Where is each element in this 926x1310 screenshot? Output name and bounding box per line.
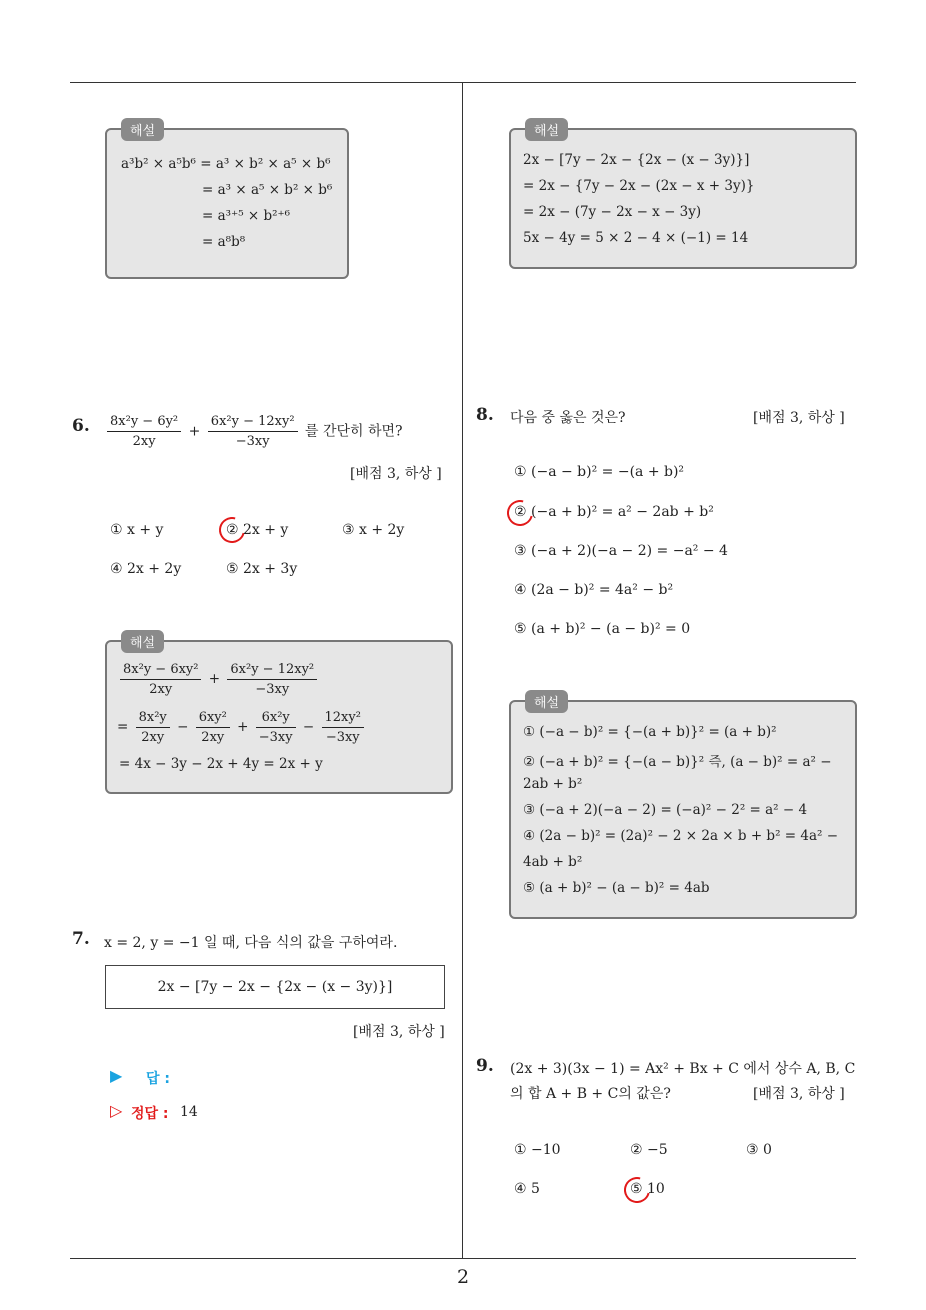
choice-1[interactable]: ① (−a − b)² = −(a + b)²	[514, 464, 685, 480]
solution-tag: 해설	[121, 630, 164, 653]
choice-3[interactable]: ③ (−a + 2)(−a − 2) = −a² − 4	[514, 543, 728, 559]
score-label: [배점 3, 하상 ]	[753, 1086, 845, 1102]
solution-line: = a⁸b⁸	[202, 234, 246, 250]
question-9-line2: 의 합 A + B + C의 값은?	[510, 1086, 671, 1102]
solution-box-6	[105, 636, 453, 794]
solution-box-8	[509, 696, 857, 919]
fraction: $\frac{\text{6x²y − 12xy²}}{-3xy}$	[208, 414, 298, 449]
choice-3[interactable]: ③ 0	[746, 1142, 772, 1158]
fraction: $\frac{\text{8x²y − 6y²}}{2xy}$	[107, 414, 181, 449]
question-7-text: x = 2, y = −1 일 때, 다음 식의 값을 구하여라.	[104, 935, 398, 951]
solution-line: ② (−a + b)² = {−(a − b)}² 즉, (a − b)² = a² −	[523, 754, 832, 770]
choice-5[interactable]: ⑤ 10	[630, 1181, 665, 1197]
choice-5[interactable]: ⑤ (a + b)² − (a − b)² = 0	[514, 621, 691, 637]
correct-arrow-icon: ▷	[110, 1101, 123, 1120]
score-label: [배점 3, 하상 ]	[350, 466, 442, 482]
solution-line: = 4x − 3y − 2x + 4y = 2x + y	[119, 756, 323, 772]
solution-line: 4ab + b²	[523, 854, 583, 870]
answer-arrow-icon: ▶	[110, 1066, 123, 1085]
solution-line: 5x − 4y = 5 × 2 − 4 × (−1) = 14	[523, 230, 749, 246]
solution-line: = 2x − {7y − 2x − (2x − x + 3y)}	[523, 178, 755, 194]
solution-line: 2x − [7y − 2x − {2x − (x − 3y)}]	[523, 152, 750, 168]
solution-line: $\frac{\text{8x²y − 6xy²}}{2xy}$ + $\frac{\text{6x²y − 12xy²}}{-3xy}$	[117, 662, 320, 697]
correct-answer-label: 정답 :	[131, 1106, 169, 1122]
question-9-line1: (2x + 3)(3x − 1) = Ax² + Bx + C 에서 상수 A, B, C	[510, 1061, 856, 1077]
solution-line: = 2x − (7y − 2x − x − 3y)	[523, 204, 702, 220]
answer-label: 답 :	[146, 1071, 170, 1087]
question-number: 6.	[72, 416, 90, 436]
solution-box-5	[105, 124, 349, 279]
solution-line: = a³⁺⁵ × b²⁺⁶	[202, 208, 291, 224]
solution-tag: 해설	[525, 690, 568, 713]
question-number: 7.	[72, 929, 90, 949]
solution-line: ④ (2a − b)² = (2a)² − 2 × 2a × b + b² = 4a² −	[523, 828, 839, 844]
solution-line: ① (−a − b)² = {−(a + b)}² = (a + b)²	[523, 724, 777, 740]
question-number: 8.	[476, 405, 494, 425]
choice-5[interactable]: ⑤ 2x + 3y	[226, 561, 298, 577]
question-6-text: $\frac{\text{8x²y − 6y²}}{2xy}$ + $\frac{\text{6x²y − 12xy²}}{-3xy}$ 를 간단히 하면?	[104, 414, 403, 449]
score-label: [배점 3, 하상 ]	[353, 1024, 445, 1040]
choice-2[interactable]: ② −5	[630, 1142, 668, 1158]
choice-4[interactable]: ④ 5	[514, 1181, 540, 1197]
solution-tag: 해설	[121, 118, 164, 141]
question-6-suffix: 를 간단히 하면?	[305, 423, 403, 440]
choice-1[interactable]: ① x + y	[110, 522, 164, 538]
solution-line: = a³ × a⁵ × b² × b⁶	[202, 182, 333, 198]
choice-4[interactable]: ④ 2x + 2y	[110, 561, 182, 577]
question-number: 9.	[476, 1056, 494, 1076]
solution-tag: 해설	[525, 118, 568, 141]
column-divider	[462, 83, 463, 1258]
choice-1[interactable]: ① −10	[514, 1142, 561, 1158]
page-number: 2	[456, 1266, 470, 1288]
solution-line: = $\frac{\text{8x²y}}{2xy}$ − $\frac{\text{6xy²}}{2xy}$ + $\frac{\text{6x²y}}{-3xy}$ − $\frac{\text{12xy²}}{-3xy}$	[117, 710, 367, 745]
score-label: [배점 3, 하상 ]	[753, 410, 845, 426]
choice-2[interactable]: ② 2x + y	[226, 522, 289, 538]
top-rule	[70, 82, 856, 83]
choice-4[interactable]: ④ (2a − b)² = 4a² − b²	[514, 582, 674, 598]
choice-3[interactable]: ③ x + 2y	[342, 522, 405, 538]
solution-line: ③ (−a + 2)(−a − 2) = (−a)² − 2² = a² − 4	[523, 802, 808, 818]
solution-line: 2ab + b²	[523, 776, 583, 792]
solution-line: a³b² × a⁵b⁶ = a³ × b² × a⁵ × b⁶	[121, 156, 331, 172]
solution-box-7	[509, 124, 857, 269]
choice-2[interactable]: ② (−a + b)² = a² − 2ab + b²	[514, 504, 714, 520]
solution-line: ⑤ (a + b)² − (a − b)² = 4ab	[523, 880, 710, 896]
bottom-rule	[70, 1258, 856, 1259]
question-8-text: 다음 중 옳은 것은?	[510, 410, 626, 426]
expression-box: 2x − [7y − 2x − {2x − (x − 3y)}]	[105, 965, 445, 1009]
correct-answer-value: 14	[180, 1104, 198, 1120]
